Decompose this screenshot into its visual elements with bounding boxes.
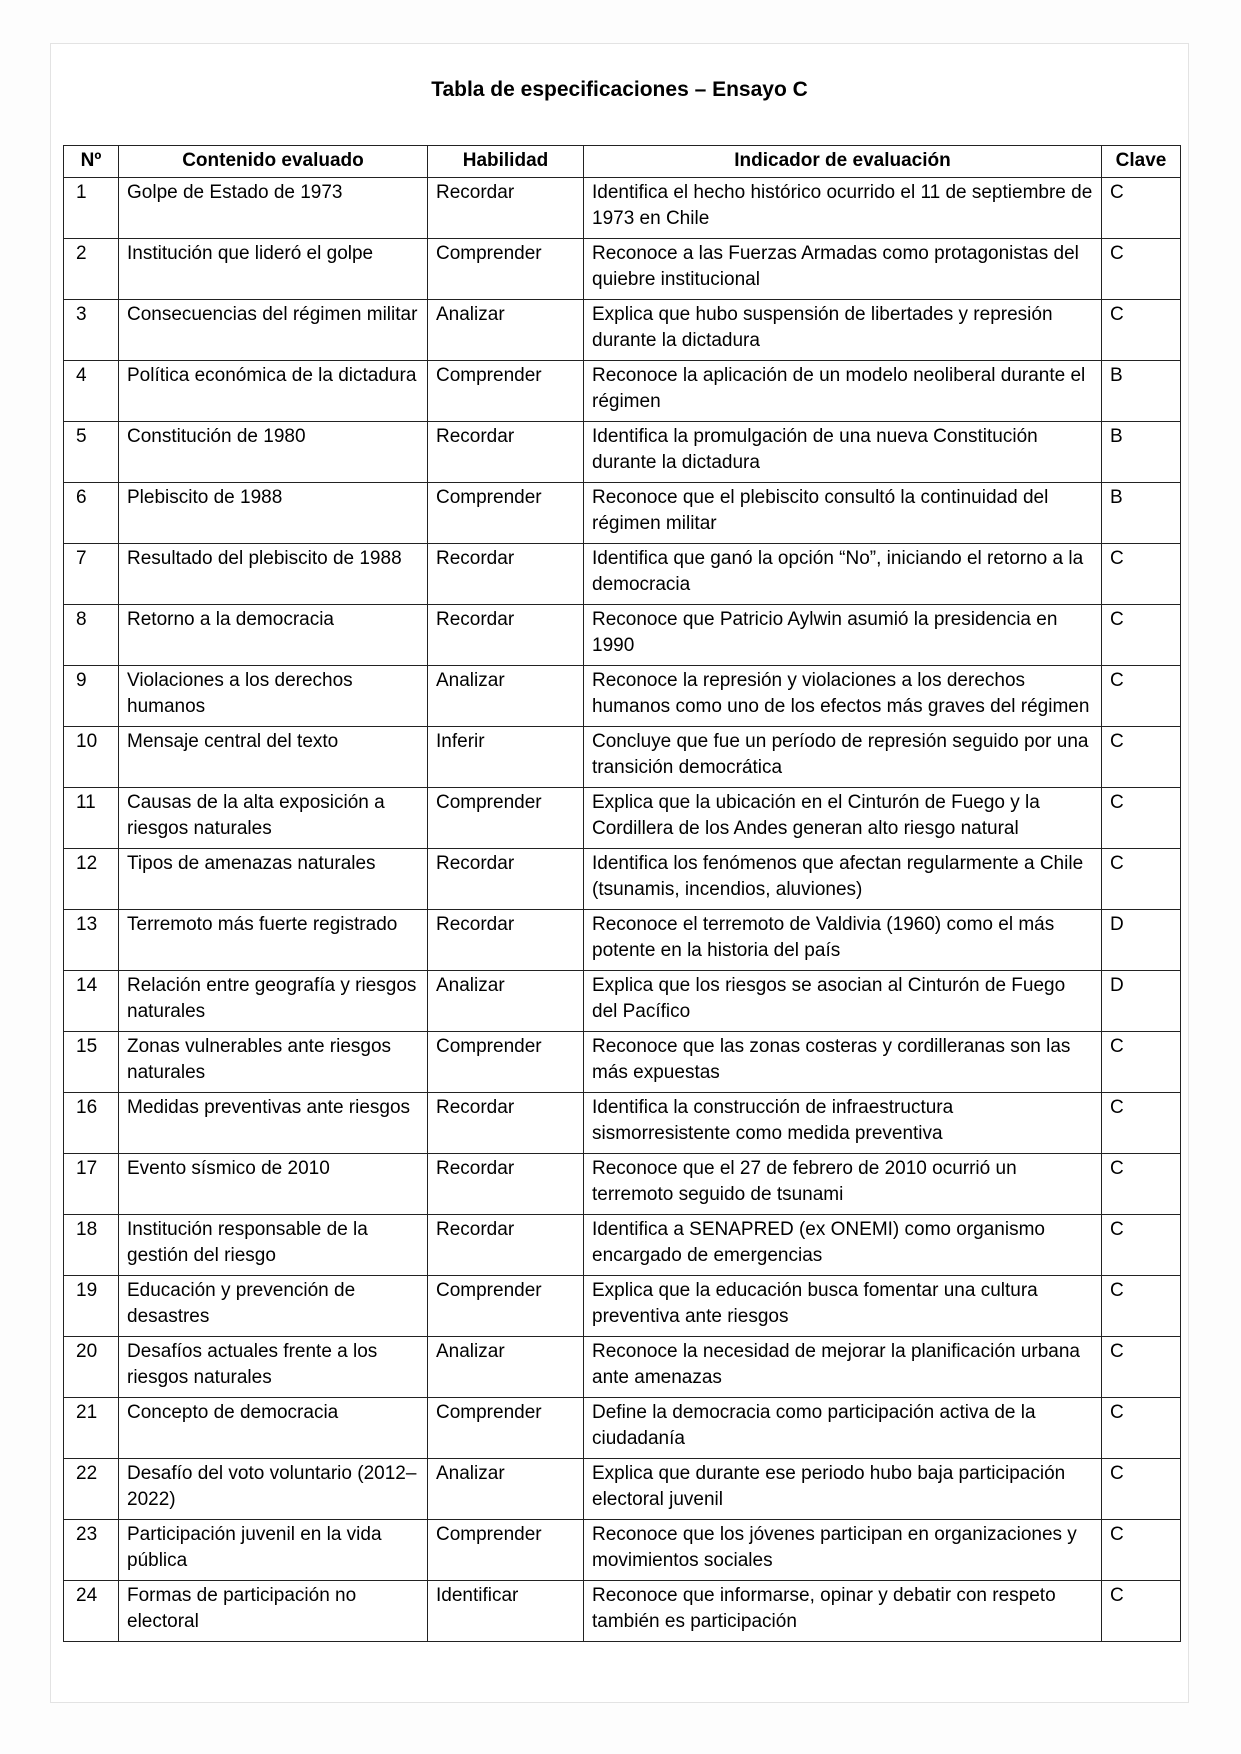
skill-cell: Recordar [428,849,584,910]
document-page [50,43,1189,1703]
indicator-cell: Reconoce que el plebiscito consultó la continuidad del régimen militar [584,483,1102,544]
skill-cell: Analizar [428,1337,584,1398]
row-number-cell: 8 [64,605,119,666]
content-cell: Evento sísmico de 2010 [119,1154,428,1215]
content-cell: Institución responsable de la gestión del riesgo [119,1215,428,1276]
key-cell: C [1102,1337,1181,1398]
row-number-cell: 19 [64,1276,119,1337]
header-row [64,146,1181,178]
key-cell: B [1102,483,1181,544]
content-cell: Desafío del voto voluntario (2012–2022) [119,1459,428,1520]
row-number-cell: 17 [64,1154,119,1215]
column-header-indicator: Indicador de evaluación [584,146,1102,178]
spec-table-body [64,178,1181,1642]
table-row [64,178,1181,239]
key-cell: C [1102,849,1181,910]
indicator-cell: Explica que los riesgos se asocian al Cinturón de Fuego del Pacífico [584,971,1102,1032]
skill-cell: Comprender [428,1520,584,1581]
content-cell: Participación juvenil en la vida pública [119,1520,428,1581]
content-cell: Golpe de Estado de 1973 [119,178,428,239]
row-number-cell: 1 [64,178,119,239]
content-cell: Consecuencias del régimen militar [119,300,428,361]
row-number-cell: 20 [64,1337,119,1398]
skill-cell: Comprender [428,483,584,544]
skill-cell: Comprender [428,788,584,849]
skill-cell: Analizar [428,1459,584,1520]
content-cell: Medidas preventivas ante riesgos [119,1093,428,1154]
row-number-cell: 10 [64,727,119,788]
row-number-cell: 14 [64,971,119,1032]
table-row [64,1093,1181,1154]
indicator-cell: Identifica el hecho histórico ocurrido el 11 de septiembre de 1973 en Chile [584,178,1102,239]
row-number-cell: 2 [64,239,119,300]
skill-cell: Recordar [428,178,584,239]
row-number-cell: 5 [64,422,119,483]
key-cell: C [1102,239,1181,300]
key-cell: C [1102,788,1181,849]
content-cell: Política económica de la dictadura [119,361,428,422]
row-number-cell: 23 [64,1520,119,1581]
content-cell: Retorno a la democracia [119,605,428,666]
skill-cell: Comprender [428,1276,584,1337]
table-row [64,788,1181,849]
content-cell: Formas de participación no electoral [119,1581,428,1642]
skill-cell: Inferir [428,727,584,788]
row-number-cell: 22 [64,1459,119,1520]
row-number-cell: 24 [64,1581,119,1642]
page-title: Tabla de especificaciones – Ensayo C [431,78,808,101]
content-cell: Terremoto más fuerte registrado [119,910,428,971]
content-cell: Violaciones a los derechos humanos [119,666,428,727]
table-row [64,910,1181,971]
key-cell: D [1102,910,1181,971]
table-row [64,1215,1181,1276]
content-cell: Constitución de 1980 [119,422,428,483]
table-row [64,1581,1181,1642]
skill-cell: Recordar [428,1215,584,1276]
content-cell: Desafíos actuales frente a los riesgos naturales [119,1337,428,1398]
indicator-cell: Identifica la promulgación de una nueva Constitución durante la dictadura [584,422,1102,483]
content-cell: Institución que lideró el golpe [119,239,428,300]
skill-cell: Comprender [428,361,584,422]
indicator-cell: Explica que la ubicación en el Cinturón de Fuego y la Cordillera de los Andes generan alto riesgo natural [584,788,1102,849]
table-row [64,300,1181,361]
indicator-cell: Define la democracia como participación activa de la ciudadanía [584,1398,1102,1459]
content-cell: Resultado del plebiscito de 1988 [119,544,428,605]
table-row [64,483,1181,544]
key-cell: C [1102,1398,1181,1459]
key-cell: C [1102,727,1181,788]
table-row [64,1398,1181,1459]
table-row [64,422,1181,483]
indicator-cell: Reconoce que los jóvenes participan en organizaciones y movimientos sociales [584,1520,1102,1581]
indicator-cell: Explica que hubo suspensión de libertades y represión durante la dictadura [584,300,1102,361]
key-cell: C [1102,544,1181,605]
table-row [64,727,1181,788]
row-number-cell: 16 [64,1093,119,1154]
key-cell: C [1102,1459,1181,1520]
specifications-table [63,145,1181,1642]
row-number-cell: 18 [64,1215,119,1276]
content-cell: Concepto de democracia [119,1398,428,1459]
key-cell: C [1102,666,1181,727]
row-number-cell: 11 [64,788,119,849]
table-row [64,544,1181,605]
table-row [64,1154,1181,1215]
skill-cell: Analizar [428,971,584,1032]
content-cell: Causas de la alta exposición a riesgos naturales [119,788,428,849]
key-cell: C [1102,1093,1181,1154]
indicator-cell: Explica que durante ese periodo hubo baja participación electoral juvenil [584,1459,1102,1520]
indicator-cell: Reconoce que el 27 de febrero de 2010 ocurrió un terremoto seguido de tsunami [584,1154,1102,1215]
table-row [64,666,1181,727]
skill-cell: Recordar [428,910,584,971]
skill-cell: Recordar [428,605,584,666]
row-number-cell: 9 [64,666,119,727]
key-cell: C [1102,300,1181,361]
indicator-cell: Reconoce a las Fuerzas Armadas como protagonistas del quiebre institucional [584,239,1102,300]
table-row [64,605,1181,666]
table-row [64,1276,1181,1337]
row-number-cell: 15 [64,1032,119,1093]
row-number-cell: 13 [64,910,119,971]
table-row [64,361,1181,422]
indicator-cell: Reconoce que informarse, opinar y debatir con respeto también es participación [584,1581,1102,1642]
content-cell: Educación y prevención de desastres [119,1276,428,1337]
indicator-cell: Reconoce la represión y violaciones a los derechos humanos como uno de los efectos más graves del régimen [584,666,1102,727]
indicator-cell: Reconoce que Patricio Aylwin asumió la presidencia en 1990 [584,605,1102,666]
table-row [64,1520,1181,1581]
table-row [64,1459,1181,1520]
indicator-cell: Identifica la construcción de infraestructura sismorresistente como medida preventiva [584,1093,1102,1154]
column-header-content: Contenido evaluado [119,146,428,178]
content-cell: Plebiscito de 1988 [119,483,428,544]
table-row [64,1337,1181,1398]
column-header-key: Clave [1102,146,1181,178]
key-cell: C [1102,605,1181,666]
skill-cell: Recordar [428,544,584,605]
row-number-cell: 3 [64,300,119,361]
content-cell: Relación entre geografía y riesgos naturales [119,971,428,1032]
skill-cell: Recordar [428,422,584,483]
key-cell: B [1102,422,1181,483]
skill-cell: Comprender [428,239,584,300]
indicator-cell: Concluye que fue un período de represión seguido por una transición democrática [584,727,1102,788]
skill-cell: Recordar [428,1154,584,1215]
key-cell: C [1102,1154,1181,1215]
column-header-number: Nº [64,146,119,178]
indicator-cell: Identifica que ganó la opción “No”, iniciando el retorno a la democracia [584,544,1102,605]
skill-cell: Recordar [428,1093,584,1154]
indicator-cell: Identifica a SENAPRED (ex ONEMI) como organismo encargado de emergencias [584,1215,1102,1276]
key-cell: C [1102,1520,1181,1581]
indicator-cell: Explica que la educación busca fomentar una cultura preventiva ante riesgos [584,1276,1102,1337]
indicator-cell: Reconoce la necesidad de mejorar la planificación urbana ante amenazas [584,1337,1102,1398]
indicator-cell: Reconoce la aplicación de un modelo neoliberal durante el régimen [584,361,1102,422]
table-row [64,849,1181,910]
row-number-cell: 4 [64,361,119,422]
row-number-cell: 7 [64,544,119,605]
content-cell: Zonas vulnerables ante riesgos naturales [119,1032,428,1093]
skill-cell: Identificar [428,1581,584,1642]
table-row [64,1032,1181,1093]
indicator-cell: Identifica los fenómenos que afectan regularmente a Chile (tsunamis, incendios, aluviones) [584,849,1102,910]
indicator-cell: Reconoce que las zonas costeras y cordilleranas son las más expuestas [584,1032,1102,1093]
table-row [64,971,1181,1032]
content-cell: Mensaje central del texto [119,727,428,788]
key-cell: C [1102,1032,1181,1093]
skill-cell: Comprender [428,1398,584,1459]
key-cell: C [1102,1581,1181,1642]
row-number-cell: 6 [64,483,119,544]
skill-cell: Comprender [428,1032,584,1093]
row-number-cell: 12 [64,849,119,910]
row-number-cell: 21 [64,1398,119,1459]
key-cell: C [1102,178,1181,239]
column-header-skill: Habilidad [428,146,584,178]
table-header [64,146,1181,178]
key-cell: D [1102,971,1181,1032]
skill-cell: Analizar [428,300,584,361]
skill-cell: Analizar [428,666,584,727]
content-cell: Tipos de amenazas naturales [119,849,428,910]
indicator-cell: Reconoce el terremoto de Valdivia (1960) como el más potente en la historia del país [584,910,1102,971]
table-row [64,239,1181,300]
key-cell: B [1102,361,1181,422]
key-cell: C [1102,1215,1181,1276]
key-cell: C [1102,1276,1181,1337]
